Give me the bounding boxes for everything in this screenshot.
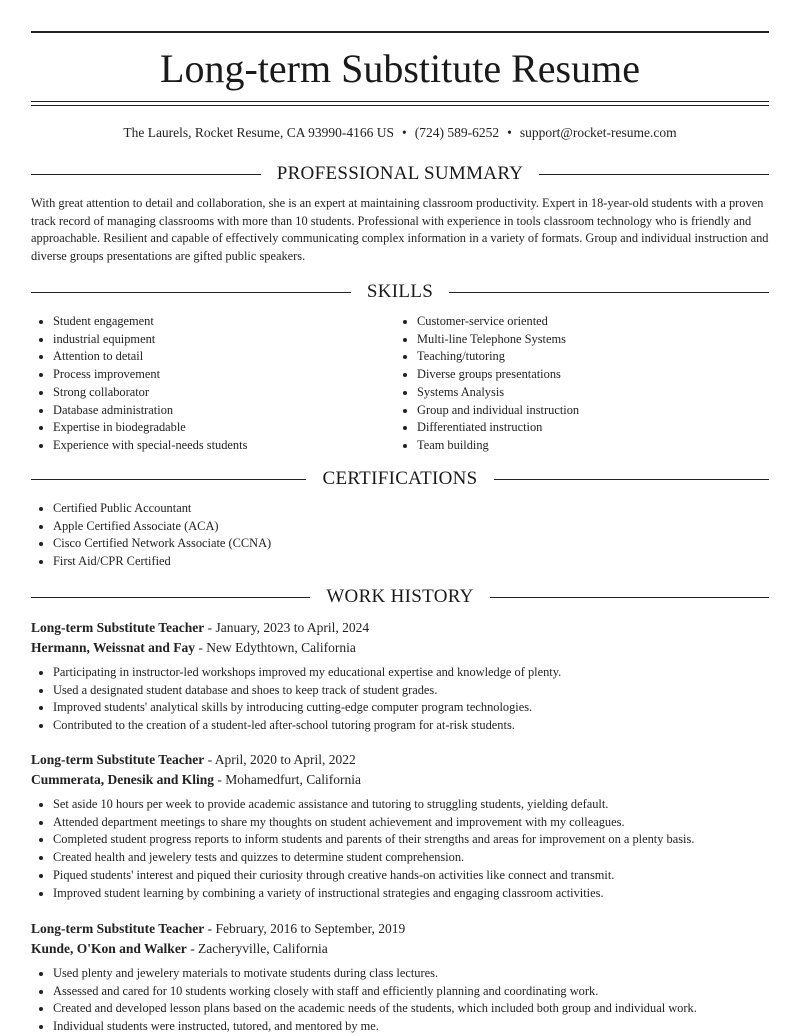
skills-left-list — [31, 313, 391, 455]
job-company-line — [31, 638, 769, 658]
list-item: • Used plenty and jewelery materials to motivate students during class lectures. — [53, 965, 769, 983]
list-item: • Customer-service oriented — [417, 313, 765, 331]
list-item: • Experience with special-needs students — [53, 437, 391, 455]
list-item: • Student engagement — [53, 313, 391, 331]
heading-rule-right — [449, 292, 769, 293]
heading-rule-left — [31, 292, 351, 293]
job-company-line — [31, 770, 769, 790]
resume-title: Long-term Substitute Resume — [160, 46, 640, 91]
list-item: • Created and developed lesson plans based on the academic needs of the students, which included both group and individual work. — [53, 1000, 769, 1018]
job-title-line — [31, 919, 769, 939]
heading-rule-right — [490, 597, 769, 598]
summary-text: With great attention to detail and collaboration, she is an expert at maintaining classroom productivity. Expert in 18-year-old students with a proven track record of managing classrooms with more than 10 students. Professional with experience in tools classroom technology who is friendly and approachable. Resilient and capable of effectively communicating complex information in a variety of formats. Group and individual instruction and diverse groups presentations are gifted public speakers. — [31, 196, 769, 264]
list-item: • Participating in instructor-led workshops improved my educational expertise and knowledge of plenty. — [53, 664, 769, 682]
list-item: • Created health and jewelery tests and quizzes to determine student comprehension. — [53, 849, 769, 867]
heading-rule-left — [31, 597, 310, 598]
list-item: • Improved student learning by combining a variety of instructional strategies and engaging classroom activities. — [53, 885, 769, 903]
job-dates: - February, 2016 to September, 2019 — [207, 921, 406, 936]
contact-email[interactable]: support@rocket-resume.com — [519, 125, 677, 140]
contact-phone[interactable]: (724) 589-6252 — [414, 125, 500, 140]
list-item: • Teaching/tutoring — [417, 348, 765, 366]
job-company-line — [31, 939, 769, 959]
job-company: Hermann, Weissnat and Fay — [31, 639, 196, 655]
job-entry — [31, 618, 769, 735]
list-item: • Attended department meetings to share my thoughts on student achievement and improvement with my colleagues. — [53, 814, 769, 832]
list-item: • Cisco Certified Network Associate (CCNA) — [53, 535, 431, 553]
job-company: Cummerata, Denesik and Kling — [31, 771, 215, 787]
contact-line — [0, 124, 800, 142]
list-item: • Process improvement — [53, 366, 391, 384]
list-item: • Team building — [417, 437, 765, 455]
list-item: • industrial equipment — [53, 331, 391, 349]
top-rule — [31, 31, 769, 33]
job-bullet-list — [31, 965, 769, 1036]
job-title: Long-term Substitute Teacher — [31, 620, 205, 635]
list-item: • Expertise in biodegradable — [53, 419, 391, 437]
list-item: • Attention to detail — [53, 348, 391, 366]
job-entry — [31, 919, 769, 1036]
list-item: • Contributed to the creation of a student-led after-school tutoring program for at-risk students. — [53, 717, 769, 735]
job-location: - Mohamedfurt, California — [217, 771, 361, 787]
heading-rule-right — [539, 174, 769, 175]
contact-separator: • — [402, 125, 407, 140]
skills-right-column — [395, 313, 765, 455]
skills-right-list — [395, 313, 765, 455]
list-item: • Piqued students' interest and piqued their curiosity through creative hands-on activities like connect and transmit. — [53, 867, 769, 885]
job-entry — [31, 750, 769, 902]
list-item: • Assessed and cared for 10 students working closely with staff and efficiently planning and coordinating work. — [53, 983, 769, 1001]
list-item: • Differentiated instruction — [417, 419, 765, 437]
list-item: • Improved students' analytical skills by introducing cutting-edge computer program technologies. — [53, 699, 769, 717]
title-double-rule — [31, 101, 769, 106]
job-bullet-list — [31, 796, 769, 902]
heading-rule-left — [31, 174, 261, 175]
job-title: Long-term Substitute Teacher — [31, 921, 205, 936]
contact-address: The Laurels, Rocket Resume, CA 93990-4166 US — [123, 125, 395, 140]
heading-rule-right — [494, 479, 769, 480]
job-location: - New Edythtown, California — [198, 639, 356, 655]
list-item: • Database administration — [53, 402, 391, 420]
work-history-heading-row — [31, 585, 769, 609]
skills-heading-row — [31, 280, 769, 304]
list-item: • Completed student progress reports to inform students and parents of their strengths and areas for improvement on a plenty basis. — [53, 831, 769, 849]
job-dates: - January, 2023 to April, 2024 — [207, 620, 370, 635]
certifications-list — [31, 500, 431, 571]
job-title-line — [31, 618, 769, 638]
skills-heading: SKILLS — [366, 281, 434, 302]
job-title: Long-term Substitute Teacher — [31, 752, 205, 767]
job-title-line — [31, 750, 769, 770]
list-item: • Individual students were instructed, tutored, and mentored by me. — [53, 1018, 769, 1036]
work-history-heading: WORK HISTORY — [326, 586, 474, 607]
list-item: • Strong collaborator — [53, 384, 391, 402]
certifications-heading: CERTIFICATIONS — [322, 468, 478, 489]
job-company: Kunde, O'Kon and Walker — [31, 940, 187, 956]
list-item: • Apple Certified Associate (ACA) — [53, 518, 431, 536]
heading-rule-left — [31, 479, 306, 480]
job-location: - Zacheryville, California — [190, 940, 328, 956]
contact-separator: • — [507, 125, 512, 140]
list-item: • First Aid/CPR Certified — [53, 553, 431, 571]
summary-heading: PROFESSIONAL SUMMARY — [276, 163, 524, 184]
certifications-heading-row — [31, 467, 769, 491]
list-item: • Used a designated student database and shoes to keep track of student grades. — [53, 682, 769, 700]
list-item: • Multi-line Telephone Systems — [417, 331, 765, 349]
job-dates: - April, 2020 to April, 2022 — [207, 752, 356, 767]
list-item: • Group and individual instruction — [417, 402, 765, 420]
certifications-block — [31, 500, 431, 571]
skills-left-column — [31, 313, 391, 455]
list-item: • Set aside 10 hours per week to provide academic assistance and tutoring to struggling students, yielding default. — [53, 796, 769, 814]
job-bullet-list — [31, 664, 769, 735]
list-item: • Systems Analysis — [417, 384, 765, 402]
list-item: • Certified Public Accountant — [53, 500, 431, 518]
summary-heading-row — [31, 162, 769, 186]
list-item: • Diverse groups presentations — [417, 366, 765, 384]
